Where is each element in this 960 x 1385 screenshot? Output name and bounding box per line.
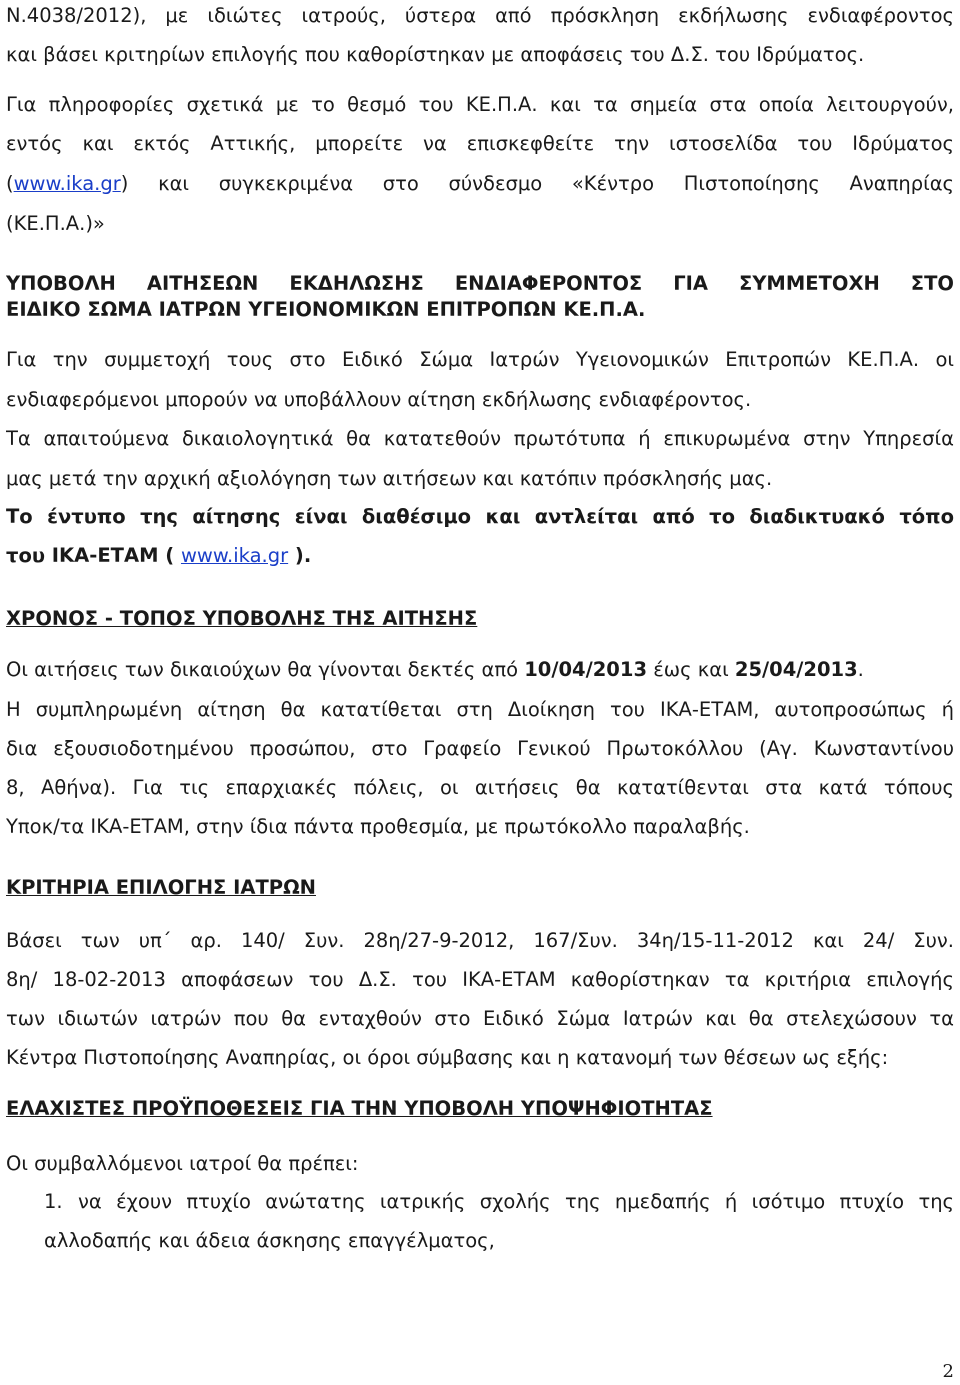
section3-line2: 8η/ 18-02-2013 αποφάσεων του Δ.Σ. του ΙΚΑ-ΕΤΑΜ καθορίστηκαν τα κριτήρια επιλογής [6, 968, 954, 991]
section2-line1 [6, 657, 954, 683]
section1-bold-line1: Το έντυπο της αίτησης είναι διαθέσιμο και αντλείται από το διαδικτυακό τόπο [6, 505, 954, 528]
section1-heading-line2: ΕΙΔΙΚΟ ΣΩΜΑ ΙΑΤΡΩΝ ΥΓΕΙΟΝΟΜΙΚΩΝ ΕΠΙΤΡΟΠΩΝ ΚΕ.Π.Α. [6, 298, 646, 321]
list-item-line2: αλλοδαπής και άδεια άσκησης επαγγέλματος, [44, 1229, 495, 1252]
section1-line4: μας μετά την αρχική αξιολόγηση των αιτήσεων και κατόπιν πρόσκλησής μας. [6, 467, 773, 490]
dates-post: . [857, 658, 864, 681]
section1-line2: ενδιαφερόμενοι μπορούν να υποβάλλουν αίτηση εκδήλωσης ενδιαφέροντος. [6, 388, 752, 411]
section1-heading-line1: ΥΠΟΒΟΛΗ ΑΙΤΗΣΕΩΝ ΕΚΔΗΛΩΣΗΣ ΕΝΔΙΑΦΕΡΟΝΤΟΣ ΓΙΑ ΣΥΜΜΕΤΟΧΗ ΣΤΟ [6, 272, 954, 295]
section2-line3: δια εξουσιοδοτημένου προσώπου, στο Γραφείο Γενικού Πρωτοκόλλου (Αγ. Κωνσταντίνου [6, 737, 954, 760]
section1-bold-line2 [6, 543, 954, 569]
section3-heading: ΚΡΙΤΗΡΙΑ ΕΠΙΛΟΓΗΣ ΙΑΤΡΩΝ [6, 876, 316, 899]
page-number: 2 [942, 1361, 954, 1382]
para1-line1: Ν.4038/2012), με ιδιώτες ιατρούς, ύστερα από πρόσκληση εκδήλωσης ενδιαφέροντος [6, 4, 954, 27]
ika-website-link[interactable]: www.ika.gr [13, 172, 121, 195]
para2-line3-text: ) και συγκεκριμένα στο σύνδεσμο «Κέντρο Πιστοποίησης Αναπηρίας [120, 172, 954, 195]
section3-line4: Κέντρα Πιστοποίησης Αναπηρίας, οι όροι σύμβασης και η κατανομή των θέσεων ως εξής: [6, 1046, 889, 1069]
section2-line4: 8, Αθήνα). Για τις επαρχιακές πόλεις, οι αιτήσεις θα κατατίθενται στα κατά τόπους [6, 776, 954, 799]
dates-mid: έως και [647, 658, 735, 681]
bold-line2-post: ). [288, 544, 312, 567]
para2-line3 [6, 171, 954, 197]
section4-intro: Οι συμβαλλόμενοι ιατροί θα πρέπει: [6, 1152, 359, 1175]
start-date: 10/04/2013 [524, 658, 648, 681]
section2-line2: Η συμπληρωμένη αίτηση θα κατατίθεται στη Διοίκηση του ΙΚΑ-ΕΤΑΜ, αυτοπροσώπως ή [6, 698, 954, 721]
list-item-number: 1. [44, 1190, 63, 1213]
end-date: 25/04/2013 [734, 658, 858, 681]
list-item-line1: να έχουν πτυχίο ανώτατης ιατρικής σχολής της ημεδαπής ή ισότιμο πτυχίο της [78, 1190, 954, 1213]
para2-line2: εντός και εκτός Αττικής, μπορείτε να επισκεφθείτε την ιστοσελίδα του Ιδρύματος [6, 132, 954, 155]
section2-heading: ΧΡΟΝΟΣ - ΤΟΠΟΣ ΥΠΟΒΟΛΗΣ ΤΗΣ ΑΙΤΗΣΗΣ [6, 607, 478, 630]
para2-line1: Για πληροφορίες σχετικά με το θεσμό του ΚΕ.Π.Α. και τα σημεία στα οποία λειτουργούν, [6, 93, 954, 116]
ika-form-link[interactable]: www.ika.gr [180, 544, 289, 567]
para1-line2: και βάσει κριτηρίων επιλογής που καθορίστηκαν με αποφάσεις του Δ.Σ. του Ιδρύματος. [6, 43, 865, 66]
dates-pre: Οι αιτήσεις των δικαιούχων θα γίνονται δεκτές από [6, 658, 525, 681]
section1-line1: Για την συμμετοχή τους στο Ειδικό Σώμα Ιατρών Υγειονομικών Επιτροπών ΚΕ.Π.Α. οι [6, 348, 954, 371]
para2-line4: (ΚΕ.Π.Α.)» [6, 212, 105, 235]
section3-line1: Βάσει των υπ΄ αρ. 140/ Συν. 28η/27-9-2012, 167/Συν. 34η/15-11-2012 και 24/ Συν. [6, 929, 954, 952]
section2-line5: Υποκ/τα ΙΚΑ-ΕΤΑΜ, στην ίδια πάντα προθεσμία, με πρωτόκολλο παραλαβής. [6, 815, 750, 838]
section4-heading: ΕΛΑΧΙΣΤΕΣ ΠΡΟΫΠΟΘΕΣΕΙΣ ΓΙΑ ΤΗΝ ΥΠΟΒΟΛΗ ΥΠΟΨΗΦΙΟΤΗΤΑΣ [6, 1097, 713, 1120]
bold-line2-pre: του ΙΚΑ-ΕΤΑΜ ( [6, 544, 181, 567]
para2-paren-open: ( [6, 172, 14, 195]
section1-line3: Τα απαιτούμενα δικαιολογητικά θα κατατεθούν πρωτότυπα ή επικυρωμένα στην Υπηρεσία [6, 427, 954, 450]
section3-line3: των ιδιωτών ιατρών που θα ενταχθούν στο Ειδικό Σώμα Ιατρών και θα στελεχώσουν τα [6, 1007, 954, 1030]
